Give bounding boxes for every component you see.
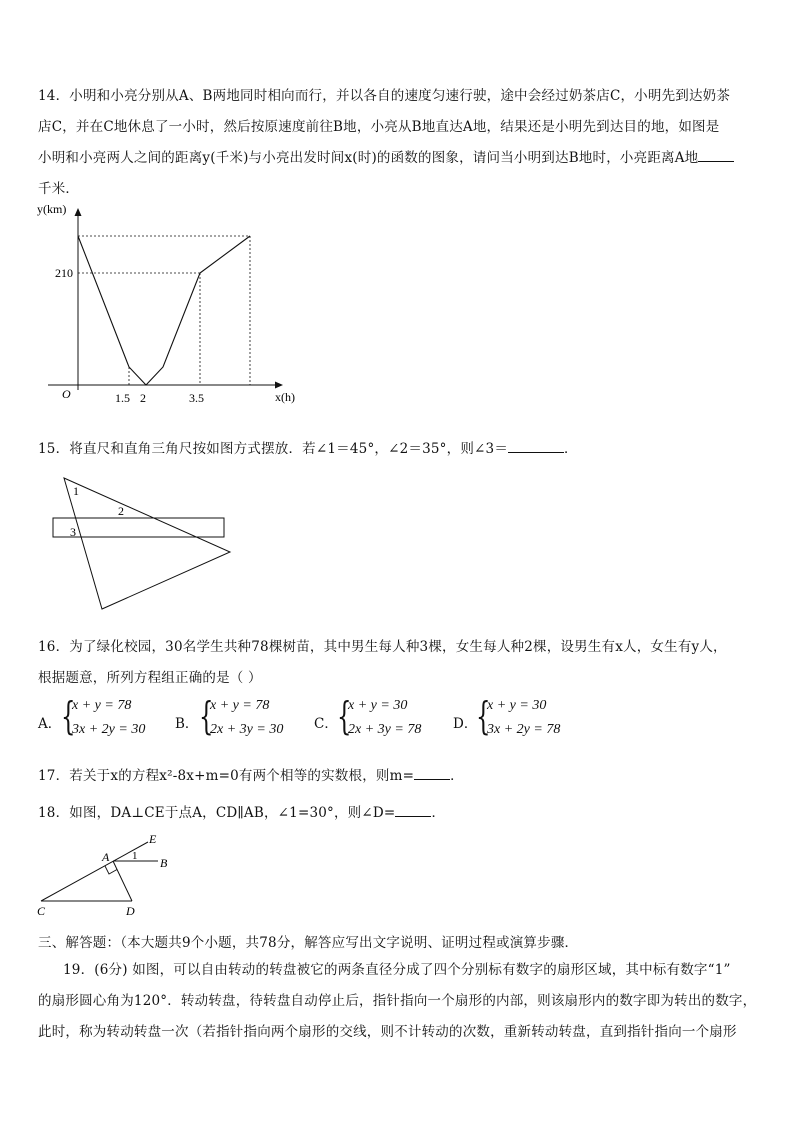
label-d: D <box>126 904 135 918</box>
label-b: B <box>160 856 168 870</box>
q15-answer-blank <box>508 439 564 453</box>
graph-ylabel: y(km) <box>37 202 67 216</box>
q14-graph <box>0 200 794 430</box>
q16-option-c-eq1: x + y = 30 <box>348 698 408 713</box>
q16-option-a-label: A． <box>38 716 62 732</box>
q16-option-c-label: C． <box>314 716 338 732</box>
right-angle-mark <box>105 866 117 874</box>
triangle-ruler <box>64 478 230 609</box>
q18-text: 18．如图，DA⊥CE于点A，CD∥AB，∠1=30°，则∠D= <box>38 805 396 821</box>
q19-line2: 的扇形圆心角为120°．转动转盘，待转盘自动停止后，指针指向一个扇形的内部，则该扇形内的数字即为转出的数字， <box>38 993 757 1009</box>
graph-origin: O <box>62 387 71 401</box>
q18-end: ． <box>431 805 446 821</box>
q16-line1: 16．为了绿化校园，30名学生共种78棵树苗，其中男生每人种3棵，女生每人种2棵，设男生有x人，女生有y人， <box>38 639 727 655</box>
q16-option-c-brace: { <box>337 694 352 738</box>
graph-xtick-2: 2 <box>140 391 146 405</box>
angle-3-label: 3 <box>70 525 76 539</box>
q15-text: 15．将直尺和直角三角尺按如图方式摆放．若∠1＝45°，∠2＝35°，则∠3＝ <box>38 441 509 457</box>
q14-answer-blank <box>698 148 734 162</box>
label-e: E <box>149 832 157 846</box>
graph-x-arrow <box>275 382 283 389</box>
angle-1-label: 1 <box>73 484 79 498</box>
angle-1-label: 1 <box>132 850 138 862</box>
q17-text: 17．若关于x的方程x²-8x+m=0有两个相等的实数根，则m= <box>38 768 415 784</box>
q14-line1: 14．小明和小亮分别从A、B两地同时相向而行，并以各自的速度匀速行驶，途中会经过奶茶店C，小明先到达奶茶 <box>38 88 731 104</box>
q16-line2: 根据题意，所列方程组正确的是（ ） <box>38 670 262 686</box>
section3-title: 三、解答题：（本大题共9个小题，共78分，解答应写出文字说明、证明过程或演算步骤． <box>38 935 579 951</box>
q15-figure <box>0 470 794 620</box>
graph-function-line <box>78 236 250 385</box>
q19-line1: 19．(6分) 如图，可以自由转动的转盘被它的两条直径分成了四个分别标有数字的扇形区域，其中标有数字“1” <box>63 962 731 978</box>
q17-answer-blank <box>414 766 450 780</box>
q14-line3 <box>38 146 734 166</box>
label-c: C <box>37 904 46 918</box>
q16-option-b-eq2: 2x + 3y = 30 <box>210 722 284 737</box>
q17-line <box>38 764 464 784</box>
graph-xtick-3-5: 3.5 <box>189 391 204 405</box>
q18-figure <box>0 828 794 923</box>
q15-end: ． <box>564 441 578 457</box>
graph-xtick-1-5: 1.5 <box>115 391 130 405</box>
angle-2-label: 2 <box>118 504 124 518</box>
q14-line4: 千米． <box>38 181 80 197</box>
q18-line <box>38 801 445 821</box>
q16-option-c-eq2: 2x + 3y = 78 <box>348 722 422 737</box>
label-a: A <box>102 850 110 864</box>
q14-line2: 店C，并在C地休息了一小时，然后按原速度前往B地，小亮从B地直达A地，结果还是小明先到达目的地，如图是 <box>38 119 720 135</box>
q16-option-a-brace: { <box>61 694 76 738</box>
q14-line3-text: 小明和小亮两人之间的距离y(千米)与小亮出发时间x(时)的函数的图象，请问当小明到达B地时，小亮距离A地 <box>38 150 699 166</box>
q16-option-d-label: D． <box>453 716 478 732</box>
q18-answer-blank <box>395 803 431 817</box>
q16-option-b-eq1: x + y = 78 <box>210 698 270 713</box>
graph-y-arrow <box>75 208 82 216</box>
q16-option-a-eq1: x + y = 78 <box>72 698 132 713</box>
q17-end: ． <box>450 768 464 784</box>
graph-ytick-210: 210 <box>55 266 73 280</box>
q16-option-b-brace: { <box>199 694 214 738</box>
q16-option-d-eq1: x + y = 30 <box>487 698 547 713</box>
q16-option-d-eq2: 3x + 2y = 78 <box>487 722 561 737</box>
q16-option-d-brace: { <box>476 694 491 738</box>
line-ad <box>113 861 132 901</box>
graph-xlabel: x(h) <box>275 390 295 404</box>
q16-option-b-label: B． <box>175 716 199 732</box>
q15-line <box>38 437 578 457</box>
q16-option-a-eq2: 3x + 2y = 30 <box>72 722 146 737</box>
q19-line3: 此时，称为转动转盘一次（若指针指向两个扇形的交线，则不计转动的次数，重新转动转盘，直到指针指向一个扇形 <box>38 1024 737 1040</box>
